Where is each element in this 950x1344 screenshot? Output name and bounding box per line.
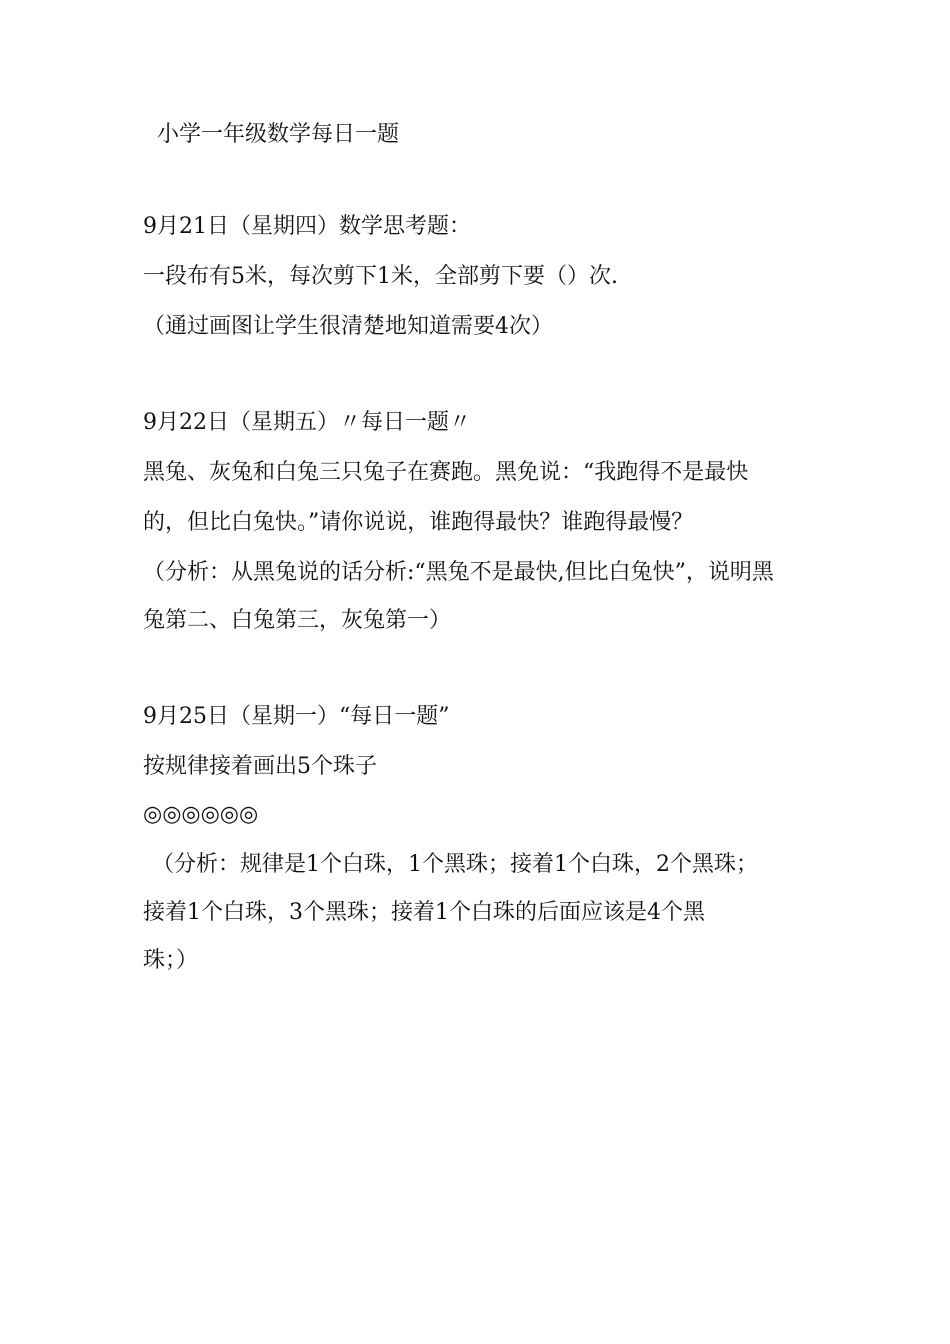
section-1-answer: （通过画图让学生很清楚地知道需要4次）: [143, 314, 553, 339]
section-3-answer-line-2: 接着1个白珠，3个黑珠；接着1个白珠的后面应该是4个黑: [143, 900, 705, 925]
section-2-answer-line-1: （分析：从黑兔说的话分析:“黑兔不是最快,但比白兔快”，说明黑: [143, 560, 774, 585]
section-1-question: 一段布有5米，每次剪下1米，全部剪下要（）次.: [143, 264, 618, 289]
section-3-answer-line-1: （分析：规律是1个白珠，1个黑珠；接着1个白珠，2个黑珠；: [152, 852, 758, 877]
section-2-heading: 9月22日（星期五）〃每日一题〃: [143, 410, 471, 435]
section-3-answer-line-3: 珠；）: [143, 948, 199, 973]
section-3-beads: ◎◎◎◎◎◎: [143, 802, 259, 827]
section-3-question: 按规律接着画出5个珠子: [143, 754, 377, 779]
section-2-answer-line-2: 兔第二、白兔第三，灰兔第一）: [143, 608, 452, 633]
section-3-heading: 9月25日（星期一）“每日一题”: [143, 704, 450, 729]
section-1-heading: 9月21日（星期四）数学思考题：: [143, 214, 471, 239]
section-2-question-line-1: 黑兔、灰兔和白兔三只兔子在赛跑。黑免说：“我跑得不是最快: [143, 460, 749, 485]
document-title: 小学一年级数学每日一题: [157, 122, 400, 147]
section-2-question-line-2: 的，但比白兔快。”请你说说，谁跑得最快？谁跑得最慢？: [143, 510, 694, 535]
